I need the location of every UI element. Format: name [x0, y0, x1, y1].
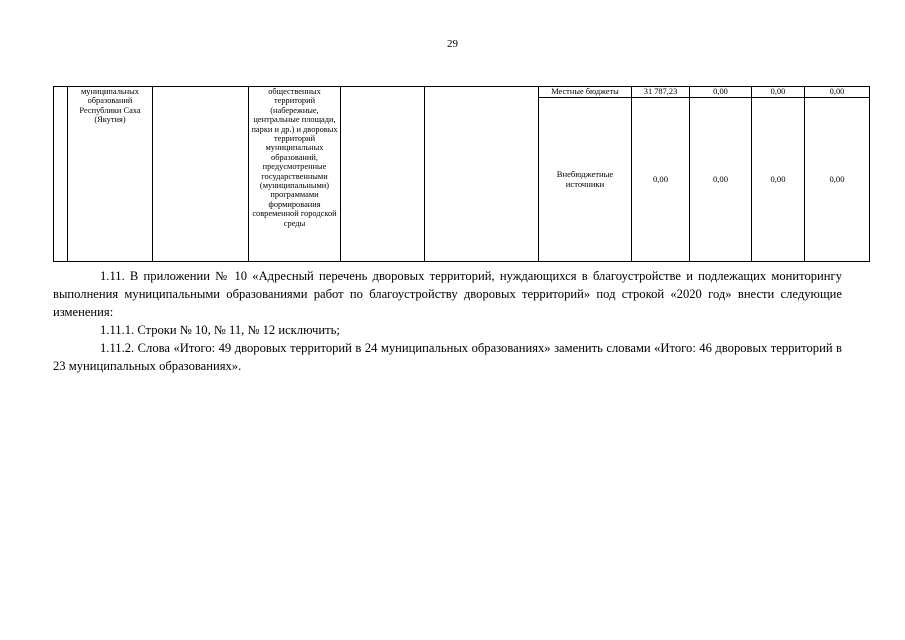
table-cell-source: Местные бюджеты: [539, 87, 632, 98]
table-cell-empty: [425, 87, 539, 262]
paragraph-1-11-1: 1.11.1. Строки № 10, № 11, № 12 исключить;: [100, 323, 340, 337]
table-cell-value: 31 787,23: [632, 87, 690, 98]
table-cell-entity: муниципальных образований Республики Саха (Якутия): [68, 87, 153, 262]
paragraph-1-11-2: 1.11.2. Слова «Итого: 49 дворовых территорий в 24 муниципальных образованиях» заменить словами «Итого: 46 дворовых территорий в 23 муниципальных образованиях».: [53, 341, 842, 373]
table-cell-value: 0,00: [805, 87, 870, 98]
table-cell-empty: [153, 87, 249, 262]
table-cell-source: Внебюджетные источники: [539, 98, 632, 262]
table-cell-value: 0,00: [690, 87, 752, 98]
table-cell-territory: общественных территорий (набережные, центральные площади, парки и др.) и дворовых территорий муниципальных образований, предусмотренные государственными (муниципальными) программами формирования современной городской среды: [249, 87, 341, 262]
table-cell-value: 0,00: [632, 98, 690, 262]
page-number: 29: [447, 38, 458, 50]
table-cell-empty: [54, 87, 68, 262]
table-cell-value: 0,00: [752, 87, 805, 98]
budget-table: [53, 86, 870, 262]
table-cell-value: 0,00: [805, 98, 870, 262]
table-cell-value: 0,00: [752, 98, 805, 262]
table-cell-value: 0,00: [690, 98, 752, 262]
paragraph-1-11: 1.11. В приложении № 10 «Адресный перечень дворовых территорий, нуждающихся в благоустройстве и подлежащих мониторингу выполнения муниципальными образованиями работ по благоустройству дворовых территорий» под строкой «2020 год» внести следующие изменения:: [53, 269, 842, 319]
document-body: [53, 267, 842, 375]
table-cell-empty: [341, 87, 425, 262]
